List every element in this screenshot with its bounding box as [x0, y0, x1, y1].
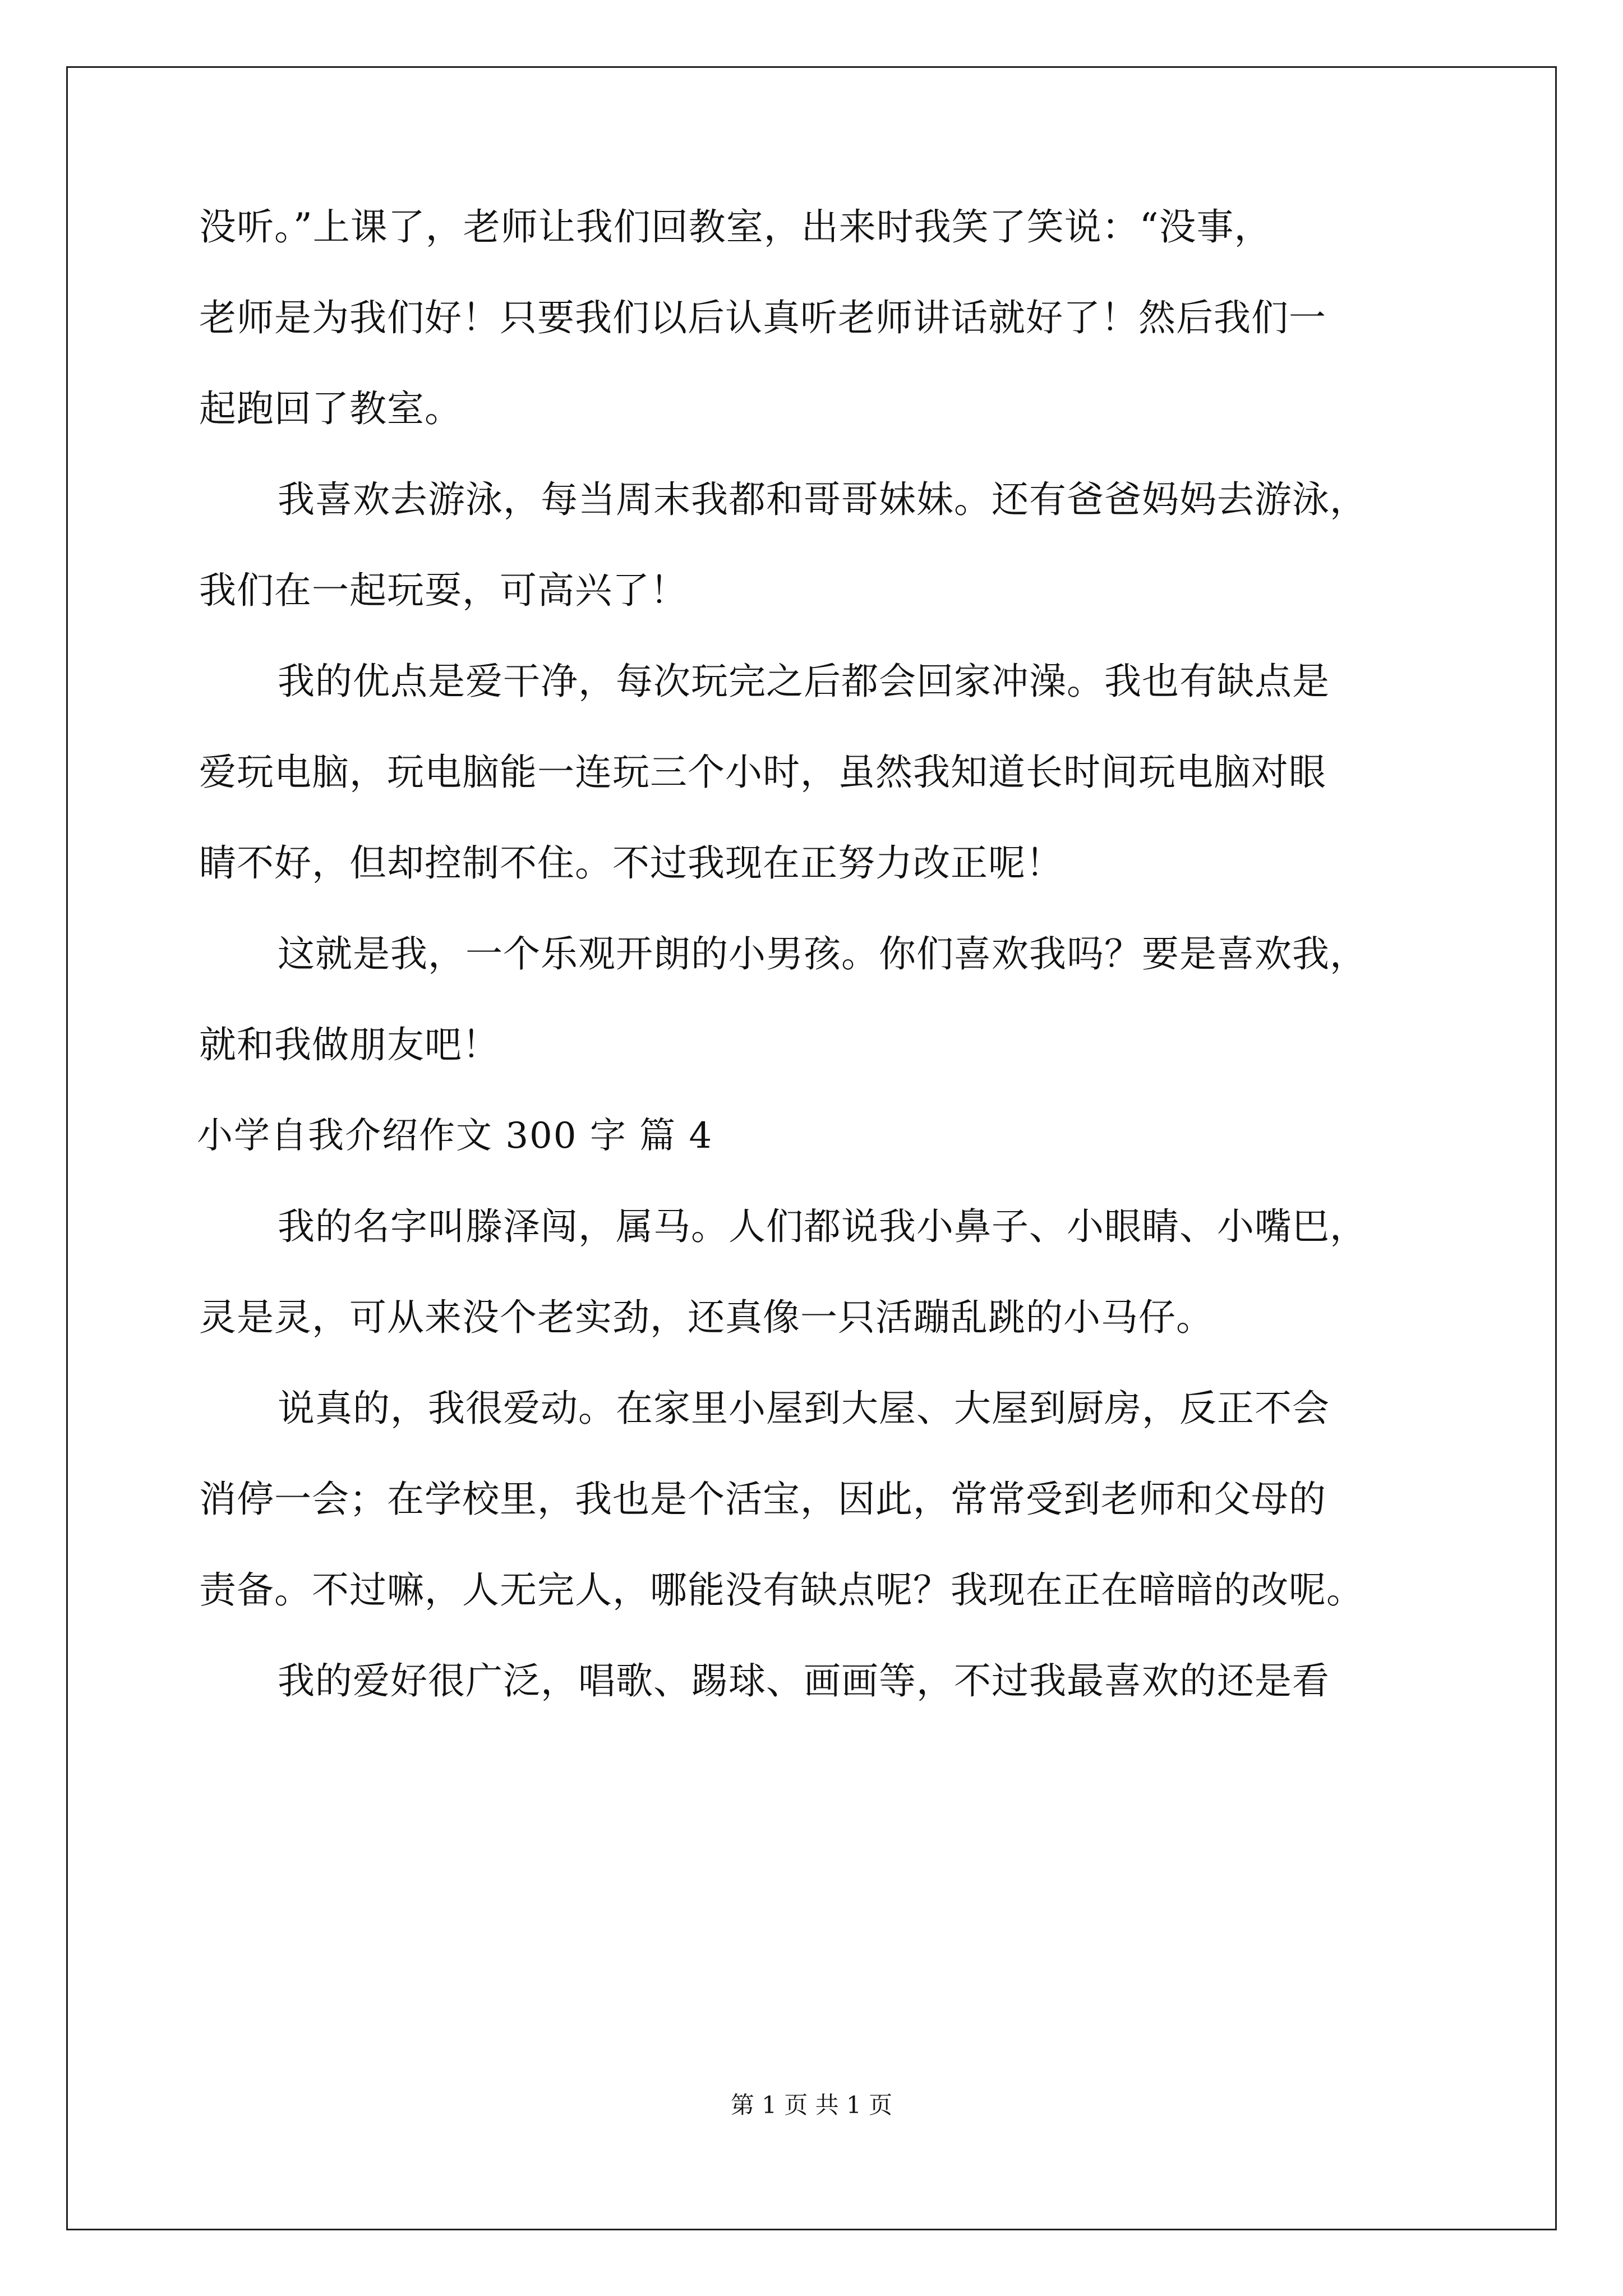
page-footer: 第 1 页 共 1 页 — [730, 2091, 893, 2119]
text-line: 起跑回了教室。 — [199, 387, 462, 430]
text-line: 我们在一起玩耍，可高兴了！ — [199, 569, 688, 612]
text-line: 责备。不过嘛，人无完人，哪能没有缺点呢？我现在正在暗暗的改呢。 — [199, 1568, 1364, 1612]
text-line: 睛不好，但却控制不住。不过我现在正努力改正呢！ — [199, 841, 1063, 885]
text-line: 我的名字叫滕泽闯，属马。人们都说我小鼻子、小眼睛、小嘴巴， — [278, 1205, 1367, 1248]
text-line: 老师是为我们好！只要我们以后认真听老师讲话就好了！然后我们一 — [199, 296, 1326, 339]
text-line: 我的优点是爱干净，每次玩完之后都会回家冲澡。我也有缺点是 — [278, 660, 1330, 703]
text-line: 我的爱好很广泛，唱歌、踢球、画画等，不过我最喜欢的还是看 — [278, 1659, 1330, 1703]
document-body — [199, 202, 1444, 1747]
text-line: 就和我做朋友吧！ — [199, 1023, 500, 1066]
text-line: 这就是我，一个乐观开朗的小男孩。你们喜欢我吗？要是喜欢我， — [278, 932, 1367, 976]
text-line: 说真的，我很爱动。在家里小屋到大屋、大屋到厨房，反正不会 — [278, 1387, 1330, 1430]
text-line: 我喜欢去游泳，每当周末我都和哥哥妹妹。还有爸爸妈妈去游泳， — [278, 478, 1367, 521]
text-line: 消停一会；在学校里，我也是个活宝，因此，常常受到老师和父母的 — [199, 1478, 1326, 1521]
section-heading: 小学自我介绍作文 300 字 篇 4 — [197, 1115, 713, 1157]
text-line: 没听。”上课了，老师让我们回教室，出来时我笑了笑说：“没事， — [199, 205, 1272, 249]
text-line: 爱玩电脑，玩电脑能一连玩三个小时，虽然我知道长时间玩电脑对眼 — [199, 751, 1326, 794]
text-line: 灵是灵，可从来没个老实劲，还真像一只活蹦乱跳的小马仔。 — [199, 1296, 1214, 1339]
